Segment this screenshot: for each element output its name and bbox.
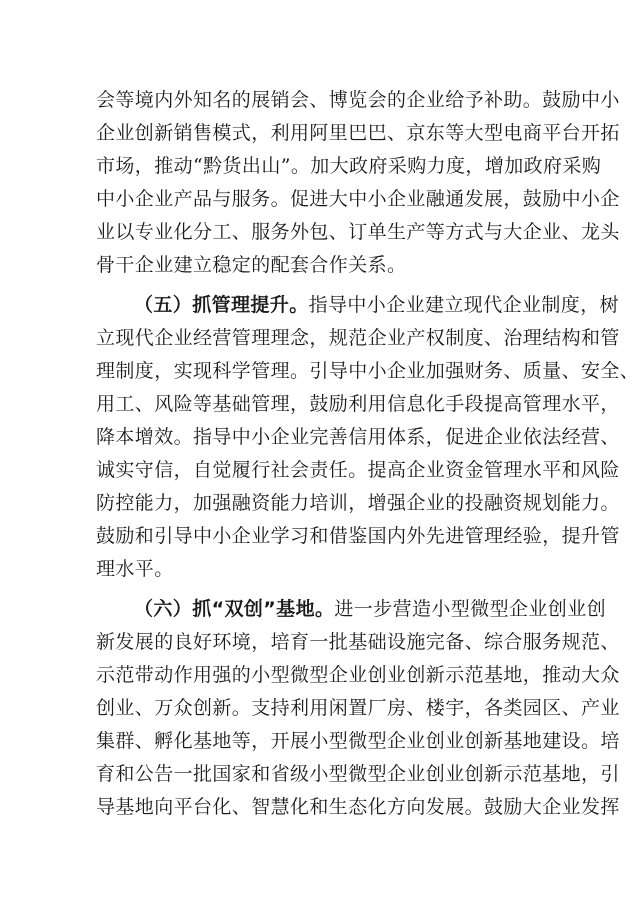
paragraph-3-line-2: 新发展的良好环境，培育一批基础设施完备、综合服务规范、 bbox=[96, 631, 620, 653]
paragraph-2-line-1-text: 指导中小企业建立现代企业制度，树 bbox=[308, 294, 620, 316]
paragraph-2-line-4: 用工、风险等基础管理，鼓励利用信息化手段提高管理水平， bbox=[96, 393, 620, 415]
paragraph-3-line-7: 导基地向平台化、智慧化和生态化方向发展。鼓励大企业发挥 bbox=[96, 796, 620, 818]
paragraph-2-line-5: 降本增效。指导中小企业完善信用体系，促进企业依法经营、 bbox=[96, 426, 620, 448]
paragraph-2-line-2: 立现代企业经营管理理念，规范企业产权制度、治理结构和管 bbox=[96, 327, 620, 349]
paragraph-2-line-9: 理水平。 bbox=[96, 558, 174, 580]
section-heading-double-innovation: （六）抓“双创”基地。 bbox=[134, 598, 335, 620]
paragraph-2-line-7: 防控能力，加强融资能力培训，增强企业的投融资规划能力。 bbox=[96, 492, 620, 514]
paragraph-3-line-1-text: 进一步营造小型微型企业创业创 bbox=[334, 598, 606, 620]
paragraph-1-line-6: 骨干企业建立稳定的配套合作关系。 bbox=[96, 254, 407, 276]
paragraph-3-line-1 bbox=[134, 593, 606, 625]
paragraph-1-line-1: 会等境内外知名的展销会、博览会的企业给予补助。鼓励中小 bbox=[96, 89, 620, 111]
section-heading-management: （五）抓管理提升。 bbox=[134, 294, 309, 316]
paragraph-3-line-4: 创业、万众创新。支持利用闲置厂房、楼宇，各类园区、产业 bbox=[96, 697, 620, 719]
paragraph-1-line-5: 业以专业化分工、服务外包、订单生产等方式与大企业、龙头 bbox=[96, 221, 620, 243]
paragraph-2-line-1 bbox=[134, 289, 620, 321]
paragraph-1-line-2: 企业创新销售模式，利用阿里巴巴、京东等大型电商平台开拓 bbox=[96, 122, 620, 144]
paragraph-2-line-6: 诚实守信，自觉履行社会责任。提高企业资金管理水平和风险 bbox=[96, 459, 620, 481]
paragraph-3-line-3: 示范带动作用强的小型微型企业创业创新示范基地，推动大众 bbox=[96, 664, 620, 686]
paragraph-2-line-8: 鼓励和引导中小企业学习和借鉴国内外先进管理经验，提升管 bbox=[96, 525, 620, 547]
paragraph-2-line-3: 理制度，实现科学管理。引导中小企业加强财务、质量、安全、 bbox=[96, 360, 640, 382]
paragraph-1-line-3: 市场，推动“黔货出山”。加大政府采购力度，增加政府采购 bbox=[96, 155, 602, 177]
paragraph-1-line-4: 中小企业产品与服务。促进大中小企业融通发展，鼓励中小企 bbox=[96, 188, 620, 210]
paragraph-3-line-5: 集群、孵化基地等，开展小型微型企业创业创新基地建设。培 bbox=[96, 730, 620, 752]
paragraph-3-line-6: 育和公告一批国家和省级小型微型企业创业创新示范基地，引 bbox=[96, 763, 620, 785]
